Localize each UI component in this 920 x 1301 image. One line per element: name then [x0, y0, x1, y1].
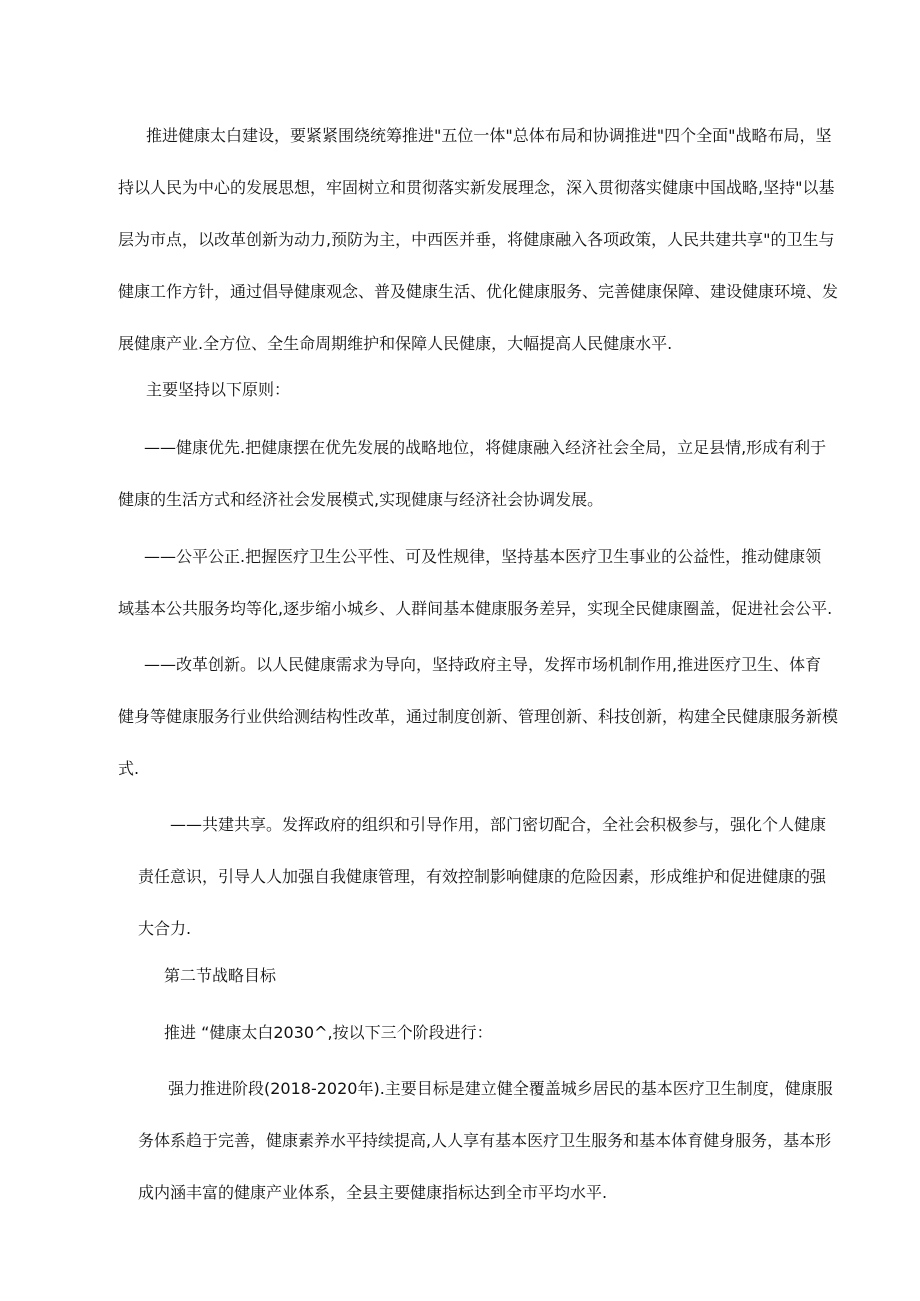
principle-line: ——共建共享。发挥政府的组织和引导作用，部门密切配合，全社会积极参与，强化个人健康 [170, 815, 827, 834]
intro-paragraph [118, 110, 839, 370]
principle-reform [118, 639, 839, 795]
stage-line: 务体系趋于完善，健康素养水平持续提高,人人享有基本医疗卫生服务和基本体育健身服务，基本形 [138, 1131, 832, 1150]
principle-line: 式. [118, 759, 140, 778]
principle-line: ——健康优先.把健康摆在优先发展的战略地位，将健康融入经济社会全局，立足县情,形成有利于 [144, 438, 827, 457]
principle-line: 健康的生活方式和经济社会发展模式,实现健康与经济社会协调发展。 [118, 490, 604, 509]
intro-line: 展健康产业.全方位、全生命周期维护和保障人民健康，大幅提高人民健康水平. [118, 334, 673, 353]
promote-line: 推进 “健康太白2030^,按以下三个阶段进行： [164, 1023, 493, 1042]
principle-line: ——公平公正.把握医疗卫生公平性、可及性规律，坚持基本医疗卫生事业的公益性，推动健康领 [144, 547, 822, 566]
principle-line: 责任意识，引导人人加强自我健康管理，有效控制影响健康的危险因素，形成维护和促进健康的强 [138, 867, 827, 886]
principle-line: 域基本公共服务均等化,逐步缩小城乡、人群间基本健康服务差异，实现全民健康圈盖，促进社会公平. [118, 599, 833, 618]
principle-line: 大合力. [138, 919, 192, 938]
section-title: 第二节战略目标 [164, 966, 277, 985]
principle-fairness [118, 531, 833, 635]
principle-line: 健身等健康服务行业供给测结构性改革，通过制度创新、管理创新、科技创新，构建全民健康服务新模 [118, 707, 839, 726]
intro-line: 层为市点，以改革创新为动力,预防为主，中西医并垂，将健康融入各项政策，人民共建共享"的卫生与 [118, 230, 835, 249]
intro-line: 推进健康太白建设，要紧紧围绕统筹推进"五位一体"总体布局和协调推进"四个全面"战略布局，坚 [146, 126, 832, 145]
principle-co-build [138, 799, 827, 955]
principle-line: ——改革创新。以人民健康需求为导向，坚持政府主导，发挥市场机制作用,推进医疗卫生、体育 [144, 655, 822, 674]
stage-line: 强力推进阶段(2018-2020年).主要目标是建立健全覆盖城乡居民的基本医疗卫生制度，健康服 [168, 1079, 833, 1098]
stage-line: 成内涵丰富的健康产业体系，全县主要健康指标达到全市平均水平. [138, 1183, 608, 1202]
principle-health-first [118, 422, 827, 526]
principles-heading: 主要坚持以下原则： [146, 380, 291, 399]
intro-line: 健康工作方针，通过倡导健康观念、普及健康生活、优化健康服务、完善健康保障、建设健康环境、发 [118, 282, 839, 301]
intro-line: 持以人民为中心的发展思想，牢固树立和贯彻落实新发展理念，深入贯彻落实健康中国战略,坚持"以基 [118, 178, 835, 197]
stage-one-paragraph [138, 1063, 833, 1219]
